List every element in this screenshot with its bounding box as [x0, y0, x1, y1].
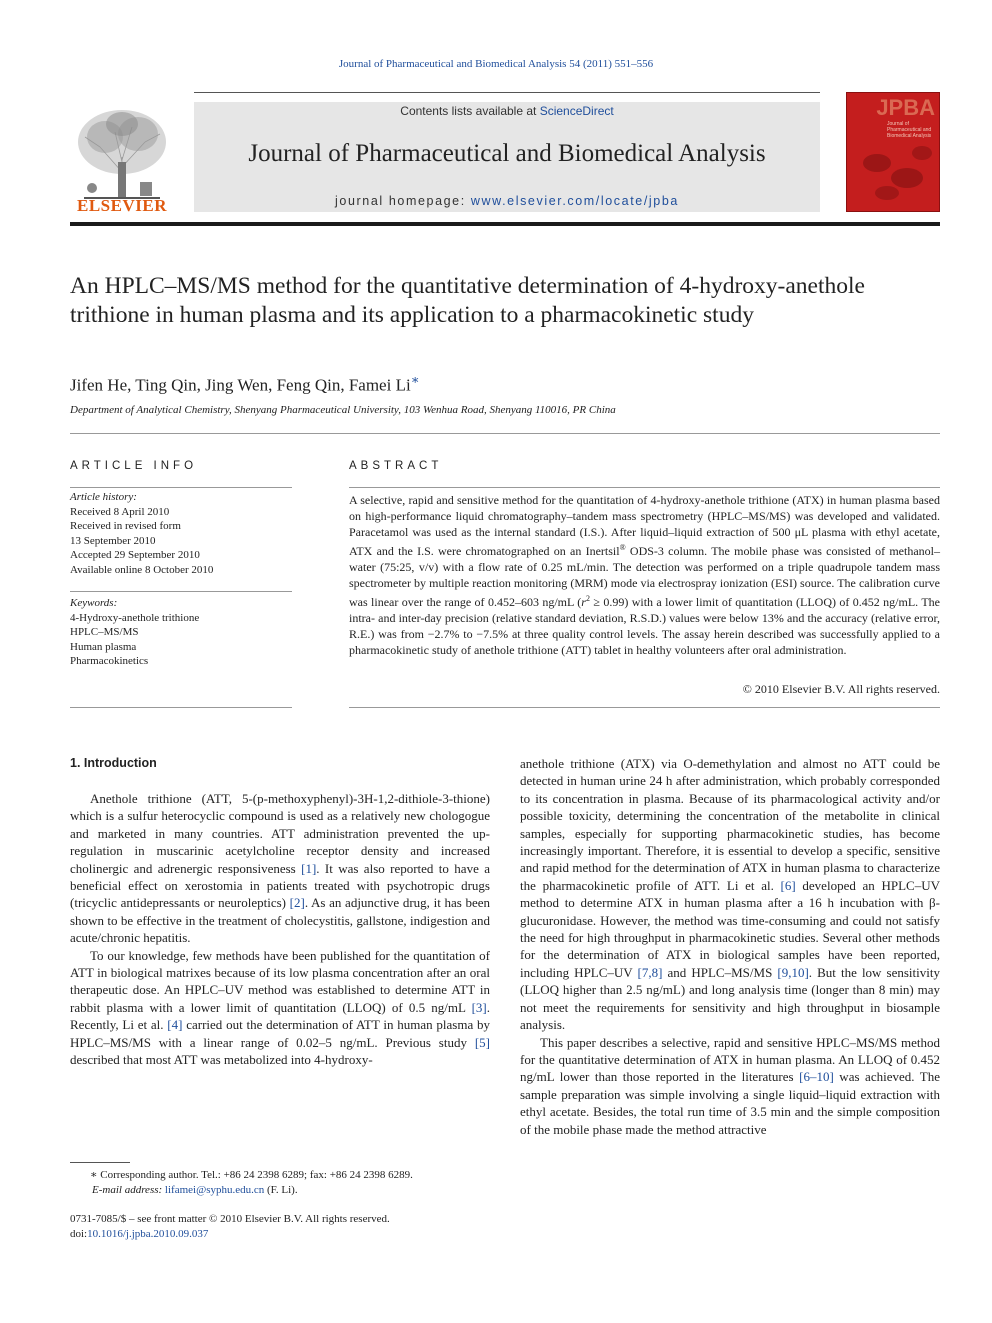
citation-link[interactable]: [7,8]	[637, 964, 663, 980]
paragraph-text: . As an adjunctive drug, it has been shown to be effective in the treatment of cholecystitis, gallstone, indigestion and acute/chronic hepatitis.	[70, 895, 490, 946]
history-item: Available online 8 October 2010	[70, 563, 214, 576]
affiliation-rule	[70, 433, 940, 434]
keywords-rule	[70, 707, 292, 708]
intro-paragraph	[70, 790, 490, 947]
cover-title: JPBA	[876, 95, 935, 120]
keywords	[70, 596, 292, 669]
email-note	[70, 1183, 490, 1198]
corresponding-author-mark[interactable]: ∗	[410, 372, 420, 387]
r-squared-exponent: 2	[585, 594, 590, 603]
elsevier-wordmark: ELSEVIER	[77, 196, 167, 215]
citation-link[interactable]: [2]	[289, 895, 305, 911]
paragraph-text: . It was also reported to have a beneficial effect on xerostomia in patients treated with psychotropic drugs (tricyclic antidepressants or neuroleptics)	[70, 860, 490, 911]
cover-subtitle: Journal of Pharmaceutical and Biomedical Analysis	[887, 121, 932, 139]
citation-link[interactable]: [3]	[471, 999, 487, 1015]
homepage-link[interactable]: www.elsevier.com/locate/jpba	[470, 194, 679, 208]
footnote-text: Corresponding author. Tel.: +86 24 2398 6289; fax: +86 24 2398 6289.	[97, 1169, 413, 1181]
paragraph-text: Anethole trithione (ATT, 5-(p-methoxyphenyl)-3H-1,2-dithiole-3-thione) which is a sulfur heterocyclic compound is used as a relatively new chologogue and marketed in many countries. ATT administration prevented the up-regulation in muscarinic acetylcholine receptor density and increased cholinergic and adrenergic responsiveness	[70, 791, 490, 876]
affiliation: Department of Analytical Chemistry, Shenyang Pharmaceutical University, 103 Wenhua Road, Shenyang 110016, PR China	[70, 404, 616, 416]
contents-prefix: Contents lists available at	[400, 104, 540, 118]
journal-homepage	[194, 194, 820, 208]
journal-reference[interactable]: Journal of Pharmaceutical and Biomedical Analysis 54 (2011) 551–556	[338, 58, 654, 70]
paragraph-text: . Recently, Li et al.	[70, 999, 490, 1033]
doi-label: doi:	[70, 1228, 88, 1240]
article-title: An HPLC–MS/MS method for the quantitative determination of 4-hydroxy-anethole trithione in human plasma and its application to a pharmacokinetic study	[70, 273, 865, 328]
abstract-text: ≥ 0.99) with a lower limit of quantitation (LLOQ) of 0.452 ng/mL. The intra- and inter-day precision (relative standard deviation, R.S.D.) values were below 13% and the accuracy (relative error, R.E.) was from −2.7% to −7.5% at three quality control levels. The assay herein described was successfully applied to a pharmacokinetic study of anethole trithione (ATT) tablet in healthy volunteers after oral administration.	[349, 595, 940, 657]
paragraph-text: . But the low sensitivity (LLOQ higher than 2.5 ng/mL) and long analysis time (longer than 8 min) may not meet the requirements for sensitivity and high throughput in biosample analysis.	[520, 964, 940, 1033]
citation-link[interactable]: [6]	[780, 877, 796, 893]
history-label: Article history:	[70, 491, 137, 503]
journal-cover-thumbnail[interactable]	[846, 92, 940, 212]
history-item: Accepted 29 September 2010	[70, 549, 200, 561]
registered-mark: ®	[619, 543, 626, 552]
history-rule	[70, 591, 292, 592]
email-suffix: (F. Li).	[264, 1183, 298, 1196]
keyword-item: 4-Hydroxy-anethole trithione	[70, 611, 200, 624]
citation-link[interactable]: [4]	[167, 1017, 183, 1033]
intro-paragraph	[520, 1034, 940, 1138]
authors-text: Jifen He, Ting Qin, Jing Wen, Feng Qin, Famei Li	[70, 375, 411, 395]
body-column-right	[520, 755, 940, 1138]
paragraph-text: This paper describes a selective, rapid and sensitive HPLC–MS/MS method for the quantitative determination of ATX in human plasma. An LLOQ of 0.452 ng/mL lower than those reported in the literatures	[520, 1034, 940, 1085]
issn-line: 0731-7085/$ – see front matter © 2010 Elsevier B.V. All rights reserved.	[70, 1213, 390, 1225]
intro-paragraph	[70, 947, 490, 1069]
paragraph-text: was achieved. The sample preparation was simple involving a single liquid–liquid extraction with ethyl acetate. Besides, the total run time of 3.5 min and the simple composition of the mobile phase made the method attractive	[520, 1069, 940, 1137]
section-heading-introduction: 1. Introduction	[70, 756, 157, 770]
citation-link[interactable]: [5]	[474, 1034, 490, 1050]
paragraph-text: anethole trithione (ATX) via O-demethylation and almost no ATT could be detected in human urine 24 h after administration, which probably corresponded to its concentration in plasma. Because of its pharmacological activity and/or possible toxicity, determining the concentration of the metabolite in clinical samples, especially for supporting pharmacokinetic studies, has become increasingly important. Therefore, it is essential to develop a specific, sensitive and rapid method for the determination of ATX in human plasma to characterize the pharmacokinetic profile of ATT. Li et al.	[520, 756, 940, 893]
masthead-top-rule	[194, 92, 820, 93]
email-link[interactable]: lifamei@syphu.edu.cn	[164, 1183, 265, 1196]
paragraph-text: and HPLC–MS/MS	[662, 964, 778, 980]
keyword-item: Human plasma	[70, 640, 137, 653]
article-history	[70, 490, 292, 577]
journal-name: Journal of Pharmaceutical and Biomedical Analysis	[248, 140, 766, 167]
journal-header-box	[194, 102, 820, 212]
keywords-label: Keywords:	[70, 597, 118, 609]
sciencedirect-link[interactable]: ScienceDirect	[539, 104, 614, 118]
article-info-rule	[70, 487, 292, 488]
r-squared: r	[581, 595, 586, 609]
history-item: Received in revised form	[70, 520, 181, 532]
doi-line	[70, 1227, 490, 1242]
abstract-rule	[349, 487, 940, 488]
email-label: E-mail address:	[92, 1183, 165, 1196]
doi-link[interactable]: 10.1016/j.jpba.2010.09.037	[87, 1228, 209, 1240]
footnote-rule	[70, 1162, 130, 1163]
abstract-end-rule	[349, 707, 940, 708]
abstract-copyright: © 2010 Elsevier B.V. All rights reserved.	[742, 682, 940, 696]
paragraph-text: To our knowledge, few methods have been published for the quantitation of ATT in biological matrixes because of its low plasma concentration after an oral therapeutic dose. An HPLC–UV method was established to determine ATT in rabbit plasma with a lower limit of quantitation (LLOQ) of 0.5 ng/mL	[70, 947, 490, 1015]
author-list	[70, 372, 420, 396]
footnote	[70, 1168, 490, 1197]
abstract-heading: ABSTRACT	[349, 460, 443, 472]
paragraph-text: described that most ATT was metabolized into 4-hydroxy-	[70, 1052, 373, 1068]
page-footer	[70, 1212, 490, 1242]
body-column-left	[70, 790, 490, 1069]
footnote-mark: ∗	[90, 1169, 98, 1181]
article-info-heading: ARTICLE INFO	[70, 460, 198, 472]
keyword-item: Pharmacokinetics	[70, 655, 149, 667]
header-divider	[70, 222, 940, 226]
history-item: 13 September 2010	[70, 534, 156, 547]
citation-link[interactable]: [1]	[301, 860, 317, 876]
masthead	[70, 92, 940, 216]
history-item: Received 8 April 2010	[70, 505, 170, 518]
citation-link[interactable]: [9,10]	[777, 964, 809, 980]
abstract-body	[349, 492, 940, 658]
homepage-prefix: journal homepage:	[335, 194, 471, 208]
paragraph-text: carried out the determination of ATT in human plasma by HPLC–MS/MS with a linear range of 0.02–5 ng/mL. Previous study	[70, 1017, 490, 1050]
abstract-text: ODS-3 column. The mobile phase was consisted of methanol–water (75:25, v/v) with a flow rate of 0.25 mL/min. The detection was performed on a triple quadrupole tandem mass spectrometer by multiple reaction monitoring (MRM) mode via electrospray ionization (ESI) source. The calibration curve was linear over the range of 0.452–603 ng/mL (	[349, 544, 940, 609]
contents-line	[194, 102, 820, 118]
keyword-item: HPLC–MS/MS	[70, 626, 139, 638]
citation-link[interactable]: [6–10]	[799, 1069, 834, 1085]
abstract-text: A selective, rapid and sensitive method for the quantitation of 4-hydroxy-anethole trithione (ATX) in human plasma based on high-performance liquid chromatography–tandem mass spectrometry (HPLC–MS/MS) was developed and validated. Paracetamol was used as the internal standard (I.S.). After liquid–liquid extraction of 500 μL plasma with ethyl acetate, ATX and the I.S. were chromatographed on an Inertsil	[349, 493, 940, 558]
intro-paragraph	[520, 755, 940, 1034]
paragraph-text: developed an HPLC–UV method to determine ATX in human plasma after a 16 h incubation with β-glucuronidase. However, the method was time-consuming and could not satisfy the need for high throughput in pharmacokinetic studies. Several other methods for the determination of ATX in biological samples have been reported, including HPLC–UV	[520, 877, 941, 980]
corresponding-author-note	[70, 1168, 490, 1183]
